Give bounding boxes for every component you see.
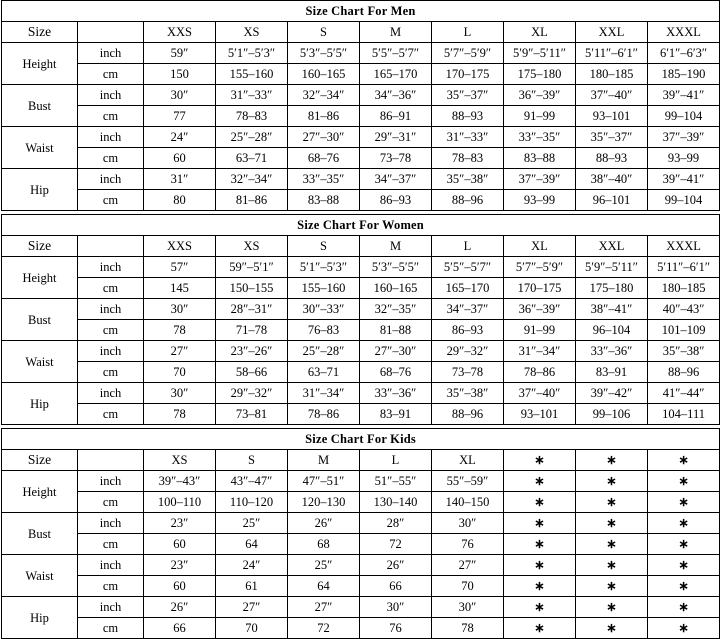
cell-value: 73–78 <box>360 148 432 169</box>
table-row <box>2 534 720 555</box>
cell-value: 60 <box>144 576 216 597</box>
unit-label-inch: inch <box>78 85 144 106</box>
cell-value: 6′1″–6′3″ <box>648 43 720 64</box>
cell-value: ∗ <box>576 471 648 492</box>
header-size-label: Size <box>2 450 78 471</box>
cell-value: 66 <box>360 576 432 597</box>
cell-value: 25″ <box>216 513 288 534</box>
size-chart-table-men <box>1 0 720 211</box>
table-row <box>2 513 720 534</box>
table-title: Size Chart For Kids <box>2 429 720 450</box>
header-size-xl: XL <box>504 22 576 43</box>
table-row <box>2 576 720 597</box>
cell-value: 78 <box>432 618 504 639</box>
measurement-label-hip: Hip <box>2 597 78 639</box>
cell-value: 93–101 <box>504 404 576 425</box>
header-size-xxs: XXS <box>144 22 216 43</box>
cell-value: 61 <box>216 576 288 597</box>
cell-value: 170–175 <box>432 64 504 85</box>
cell-value: 36″–39″ <box>504 299 576 320</box>
cell-value: 68 <box>288 534 360 555</box>
cell-value: 30″ <box>144 383 216 404</box>
measurement-label-height: Height <box>2 43 78 85</box>
cell-value: 37″–40″ <box>576 85 648 106</box>
cell-value: 100–110 <box>144 492 216 513</box>
cell-value: ∗ <box>504 534 576 555</box>
cell-value: ∗ <box>576 492 648 513</box>
cell-value: 93–99 <box>648 148 720 169</box>
cell-value: ∗ <box>648 513 720 534</box>
cell-value: 170–175 <box>504 278 576 299</box>
cell-value: ∗ <box>504 492 576 513</box>
cell-value: 96–101 <box>576 190 648 211</box>
header-size-xxl: XXL <box>576 236 648 257</box>
cell-value: 88–96 <box>648 362 720 383</box>
cell-value: 30″ <box>360 597 432 618</box>
cell-value: 27″ <box>288 597 360 618</box>
cell-value: 83–88 <box>504 148 576 169</box>
cell-value: 165–170 <box>432 278 504 299</box>
table-row <box>2 404 720 425</box>
header-size-s: S <box>288 22 360 43</box>
cell-value: 26″ <box>144 597 216 618</box>
cell-value: 78–86 <box>504 362 576 383</box>
cell-value: 66 <box>144 618 216 639</box>
cell-value: 83–88 <box>288 190 360 211</box>
cell-value: 130–140 <box>360 492 432 513</box>
table-row <box>2 148 720 169</box>
cell-value: 76 <box>360 618 432 639</box>
table-row <box>2 190 720 211</box>
unit-label-cm: cm <box>78 618 144 639</box>
cell-value: 34″–37″ <box>360 169 432 190</box>
cell-value: 31″–33″ <box>216 85 288 106</box>
unit-label-cm: cm <box>78 320 144 341</box>
cell-value: 5′7″–5′9″ <box>504 257 576 278</box>
cell-value: 185–190 <box>648 64 720 85</box>
cell-value: 78–83 <box>216 106 288 127</box>
cell-value: 5′5″–5′7″ <box>432 257 504 278</box>
cell-value: 145 <box>144 278 216 299</box>
table-row <box>2 299 720 320</box>
cell-value: 29″–31″ <box>360 127 432 148</box>
cell-value: 31″–33″ <box>432 127 504 148</box>
unit-label-cm: cm <box>78 404 144 425</box>
header-size-l: L <box>432 22 504 43</box>
cell-value: 88–96 <box>432 404 504 425</box>
cell-value: ∗ <box>576 534 648 555</box>
cell-value: 34″–36″ <box>360 85 432 106</box>
cell-value: 35″–37″ <box>576 127 648 148</box>
cell-value: 180–185 <box>648 278 720 299</box>
unit-label-cm: cm <box>78 278 144 299</box>
cell-value: 78–83 <box>432 148 504 169</box>
cell-value: ∗ <box>648 618 720 639</box>
cell-value: 33″–35″ <box>504 127 576 148</box>
cell-value: 70 <box>216 618 288 639</box>
cell-value: 120–130 <box>288 492 360 513</box>
cell-value: 86–91 <box>360 106 432 127</box>
cell-value: ∗ <box>504 555 576 576</box>
header-size-xl: XL <box>432 450 504 471</box>
cell-value: 63–71 <box>216 148 288 169</box>
cell-value: 99–104 <box>648 190 720 211</box>
cell-value: 31″–34″ <box>504 341 576 362</box>
header-size-m: M <box>360 236 432 257</box>
cell-value: 155–160 <box>288 278 360 299</box>
cell-value: 91–99 <box>504 106 576 127</box>
table-row <box>2 341 720 362</box>
cell-value: 38″–40″ <box>576 169 648 190</box>
table-row <box>2 169 720 190</box>
cell-value: 30″ <box>144 299 216 320</box>
cell-value: 72 <box>288 618 360 639</box>
header-size-xs: XS <box>216 236 288 257</box>
cell-value: 35″–38″ <box>432 383 504 404</box>
unit-label-inch: inch <box>78 555 144 576</box>
table-header-row <box>2 236 720 257</box>
cell-value: ∗ <box>504 597 576 618</box>
cell-value: 5′1″–5′3″ <box>288 257 360 278</box>
unit-label-cm: cm <box>78 64 144 85</box>
cell-value: 51″–55″ <box>360 471 432 492</box>
measurement-label-height: Height <box>2 257 78 299</box>
cell-value: 28″–31″ <box>216 299 288 320</box>
cell-value: ∗ <box>576 576 648 597</box>
cell-value: 88–93 <box>432 106 504 127</box>
table-row <box>2 257 720 278</box>
cell-value: 32″–35″ <box>360 299 432 320</box>
cell-value: 64 <box>288 576 360 597</box>
cell-value: 43″–47″ <box>216 471 288 492</box>
cell-value: 60 <box>144 534 216 555</box>
cell-value: ∗ <box>576 555 648 576</box>
cell-value: 24″ <box>144 127 216 148</box>
cell-value: 73–81 <box>216 404 288 425</box>
cell-value: 27″–30″ <box>288 127 360 148</box>
cell-value: 70 <box>432 576 504 597</box>
cell-value: 5′1″–5′3″ <box>216 43 288 64</box>
header-size-star-7: ∗ <box>648 450 720 471</box>
cell-value: 35″–38″ <box>648 341 720 362</box>
cell-value: 81–88 <box>360 320 432 341</box>
table-title-row <box>2 429 720 450</box>
cell-value: 30″ <box>432 597 504 618</box>
measurement-label-waist: Waist <box>2 341 78 383</box>
cell-value: 150–155 <box>216 278 288 299</box>
cell-value: 31″–34″ <box>288 383 360 404</box>
cell-value: ∗ <box>576 513 648 534</box>
cell-value: 37″–39″ <box>504 169 576 190</box>
cell-value: 71–78 <box>216 320 288 341</box>
cell-value: ∗ <box>648 576 720 597</box>
table-header-row <box>2 22 720 43</box>
header-size-l: L <box>432 236 504 257</box>
unit-label-cm: cm <box>78 492 144 513</box>
measurement-label-hip: Hip <box>2 169 78 211</box>
cell-value: 73–78 <box>432 362 504 383</box>
cell-value: 35″–38″ <box>432 169 504 190</box>
table-header-row <box>2 450 720 471</box>
cell-value: 27″–30″ <box>360 341 432 362</box>
measurement-label-bust: Bust <box>2 85 78 127</box>
cell-value: 60 <box>144 148 216 169</box>
cell-value: 160–165 <box>360 278 432 299</box>
cell-value: 40″–43″ <box>648 299 720 320</box>
size-chart-table-women <box>1 214 720 425</box>
cell-value: 39″–42″ <box>576 383 648 404</box>
unit-label-cm: cm <box>78 148 144 169</box>
cell-value: 39″–41″ <box>648 85 720 106</box>
header-size-xxxl: XXXL <box>648 22 720 43</box>
header-size-label: Size <box>2 22 78 43</box>
cell-value: 30″ <box>432 513 504 534</box>
cell-value: 58–66 <box>216 362 288 383</box>
measurement-label-hip: Hip <box>2 383 78 425</box>
size-chart-table-kids <box>1 428 720 639</box>
table-row <box>2 383 720 404</box>
cell-value: 37″–40″ <box>504 383 576 404</box>
cell-value: 39″–43″ <box>144 471 216 492</box>
table-row <box>2 362 720 383</box>
cell-value: 31″ <box>144 169 216 190</box>
unit-label-inch: inch <box>78 127 144 148</box>
cell-value: 55″–59″ <box>432 471 504 492</box>
cell-value: 165–170 <box>360 64 432 85</box>
cell-value: 29″–32″ <box>216 383 288 404</box>
table-row <box>2 320 720 341</box>
cell-value: 33″–36″ <box>360 383 432 404</box>
cell-value: 25″ <box>288 555 360 576</box>
header-size-star-6: ∗ <box>576 450 648 471</box>
cell-value: 180–185 <box>576 64 648 85</box>
cell-value: 38″–41″ <box>576 299 648 320</box>
table-row <box>2 471 720 492</box>
unit-label-inch: inch <box>78 169 144 190</box>
measurement-label-bust: Bust <box>2 513 78 555</box>
cell-value: 104–111 <box>648 404 720 425</box>
cell-value: 59″ <box>144 43 216 64</box>
cell-value: 5′3″–5′5″ <box>288 43 360 64</box>
header-size-label: Size <box>2 236 78 257</box>
unit-label-inch: inch <box>78 43 144 64</box>
cell-value: 93–101 <box>576 106 648 127</box>
cell-value: 26″ <box>360 555 432 576</box>
cell-value: 81–86 <box>216 190 288 211</box>
unit-label-inch: inch <box>78 299 144 320</box>
cell-value: 77 <box>144 106 216 127</box>
cell-value: 175–180 <box>576 278 648 299</box>
cell-value: 33″–36″ <box>576 341 648 362</box>
cell-value: 23″ <box>144 513 216 534</box>
cell-value: 32″–34″ <box>288 85 360 106</box>
cell-value: 39″–41″ <box>648 169 720 190</box>
cell-value: 101–109 <box>648 320 720 341</box>
cell-value: 23″ <box>144 555 216 576</box>
cell-value: 76 <box>432 534 504 555</box>
table-title-row <box>2 1 720 22</box>
cell-value: 78 <box>144 404 216 425</box>
unit-label-cm: cm <box>78 576 144 597</box>
cell-value: ∗ <box>504 471 576 492</box>
header-size-xxxl: XXXL <box>648 236 720 257</box>
cell-value: ∗ <box>648 534 720 555</box>
cell-value: 33″–35″ <box>288 169 360 190</box>
cell-value: 27″ <box>144 341 216 362</box>
cell-value: 160–165 <box>288 64 360 85</box>
unit-label-inch: inch <box>78 341 144 362</box>
header-size-m: M <box>360 22 432 43</box>
table-row <box>2 85 720 106</box>
header-size-s: S <box>216 450 288 471</box>
cell-value: 32″–34″ <box>216 169 288 190</box>
cell-value: 86–93 <box>432 320 504 341</box>
cell-value: 110–120 <box>216 492 288 513</box>
cell-value: 28″ <box>360 513 432 534</box>
header-size-s: S <box>288 236 360 257</box>
table-row <box>2 43 720 64</box>
cell-value: 23″–26″ <box>216 341 288 362</box>
cell-value: ∗ <box>648 555 720 576</box>
header-size-xs: XS <box>144 450 216 471</box>
unit-label-cm: cm <box>78 534 144 555</box>
header-size-m: M <box>288 450 360 471</box>
cell-value: 68–76 <box>360 362 432 383</box>
cell-value: 5′3″–5′5″ <box>360 257 432 278</box>
table-title: Size Chart For Women <box>2 215 720 236</box>
cell-value: 5′9″–5′11″ <box>576 257 648 278</box>
cell-value: 76–83 <box>288 320 360 341</box>
cell-value: 88–93 <box>576 148 648 169</box>
header-size-xl: XL <box>504 236 576 257</box>
cell-value: ∗ <box>576 597 648 618</box>
header-size-xs: XS <box>216 22 288 43</box>
cell-value: 155–160 <box>216 64 288 85</box>
cell-value: ∗ <box>648 471 720 492</box>
table-row <box>2 278 720 299</box>
cell-value: 47″–51″ <box>288 471 360 492</box>
cell-value: 96–104 <box>576 320 648 341</box>
cell-value: 27″ <box>432 555 504 576</box>
measurement-label-waist: Waist <box>2 555 78 597</box>
header-unit-blank <box>78 22 144 43</box>
cell-value: 25″–28″ <box>216 127 288 148</box>
cell-value: 93–99 <box>504 190 576 211</box>
header-size-star-5: ∗ <box>504 450 576 471</box>
table-row <box>2 618 720 639</box>
cell-value: 5′11″–6′1″ <box>648 257 720 278</box>
unit-label-cm: cm <box>78 362 144 383</box>
cell-value: 80 <box>144 190 216 211</box>
cell-value: 86–93 <box>360 190 432 211</box>
measurement-label-waist: Waist <box>2 127 78 169</box>
header-unit-blank <box>78 236 144 257</box>
table-row <box>2 127 720 148</box>
cell-value: 83–91 <box>576 362 648 383</box>
unit-label-inch: inch <box>78 383 144 404</box>
table-title-row <box>2 215 720 236</box>
cell-value: 83–91 <box>360 404 432 425</box>
header-size-xxl: XXL <box>576 22 648 43</box>
unit-label-inch: inch <box>78 257 144 278</box>
measurement-label-height: Height <box>2 471 78 513</box>
cell-value: 88–96 <box>432 190 504 211</box>
table-row <box>2 597 720 618</box>
cell-value: ∗ <box>504 576 576 597</box>
cell-value: 72 <box>360 534 432 555</box>
cell-value: 5′9″–5′11″ <box>504 43 576 64</box>
unit-label-inch: inch <box>78 471 144 492</box>
cell-value: 68–76 <box>288 148 360 169</box>
header-size-xxs: XXS <box>144 236 216 257</box>
cell-value: 35″–37″ <box>432 85 504 106</box>
unit-label-cm: cm <box>78 106 144 127</box>
cell-value: 24″ <box>216 555 288 576</box>
cell-value: 59″–5′1″ <box>216 257 288 278</box>
unit-label-cm: cm <box>78 190 144 211</box>
cell-value: 34″–37″ <box>432 299 504 320</box>
table-row <box>2 492 720 513</box>
cell-value: 63–71 <box>288 362 360 383</box>
cell-value: 27″ <box>216 597 288 618</box>
cell-value: 64 <box>216 534 288 555</box>
cell-value: 5′7″–5′9″ <box>432 43 504 64</box>
cell-value: 37″–39″ <box>648 127 720 148</box>
cell-value: 57″ <box>144 257 216 278</box>
cell-value: 81–86 <box>288 106 360 127</box>
cell-value: 140–150 <box>432 492 504 513</box>
measurement-label-bust: Bust <box>2 299 78 341</box>
cell-value: 91–99 <box>504 320 576 341</box>
unit-label-inch: inch <box>78 597 144 618</box>
cell-value: 41″–44″ <box>648 383 720 404</box>
cell-value: ∗ <box>648 597 720 618</box>
cell-value: 30″–33″ <box>288 299 360 320</box>
table-title: Size Chart For Men <box>2 1 720 22</box>
table-row <box>2 555 720 576</box>
cell-value: ∗ <box>648 492 720 513</box>
cell-value: 29″–32″ <box>432 341 504 362</box>
cell-value: 26″ <box>288 513 360 534</box>
cell-value: 70 <box>144 362 216 383</box>
table-row <box>2 64 720 85</box>
cell-value: 78 <box>144 320 216 341</box>
cell-value: 99–106 <box>576 404 648 425</box>
header-size-l: L <box>360 450 432 471</box>
cell-value: 99–104 <box>648 106 720 127</box>
cell-value: 25″–28″ <box>288 341 360 362</box>
cell-value: 36″–39″ <box>504 85 576 106</box>
cell-value: ∗ <box>504 513 576 534</box>
cell-value: ∗ <box>576 618 648 639</box>
cell-value: 5′5″–5′7″ <box>360 43 432 64</box>
cell-value: 150 <box>144 64 216 85</box>
cell-value: 78–86 <box>288 404 360 425</box>
cell-value: 30″ <box>144 85 216 106</box>
cell-value: ∗ <box>504 618 576 639</box>
cell-value: 5′11″–6′1″ <box>576 43 648 64</box>
unit-label-inch: inch <box>78 513 144 534</box>
header-unit-blank <box>78 450 144 471</box>
cell-value: 175–180 <box>504 64 576 85</box>
table-row <box>2 106 720 127</box>
